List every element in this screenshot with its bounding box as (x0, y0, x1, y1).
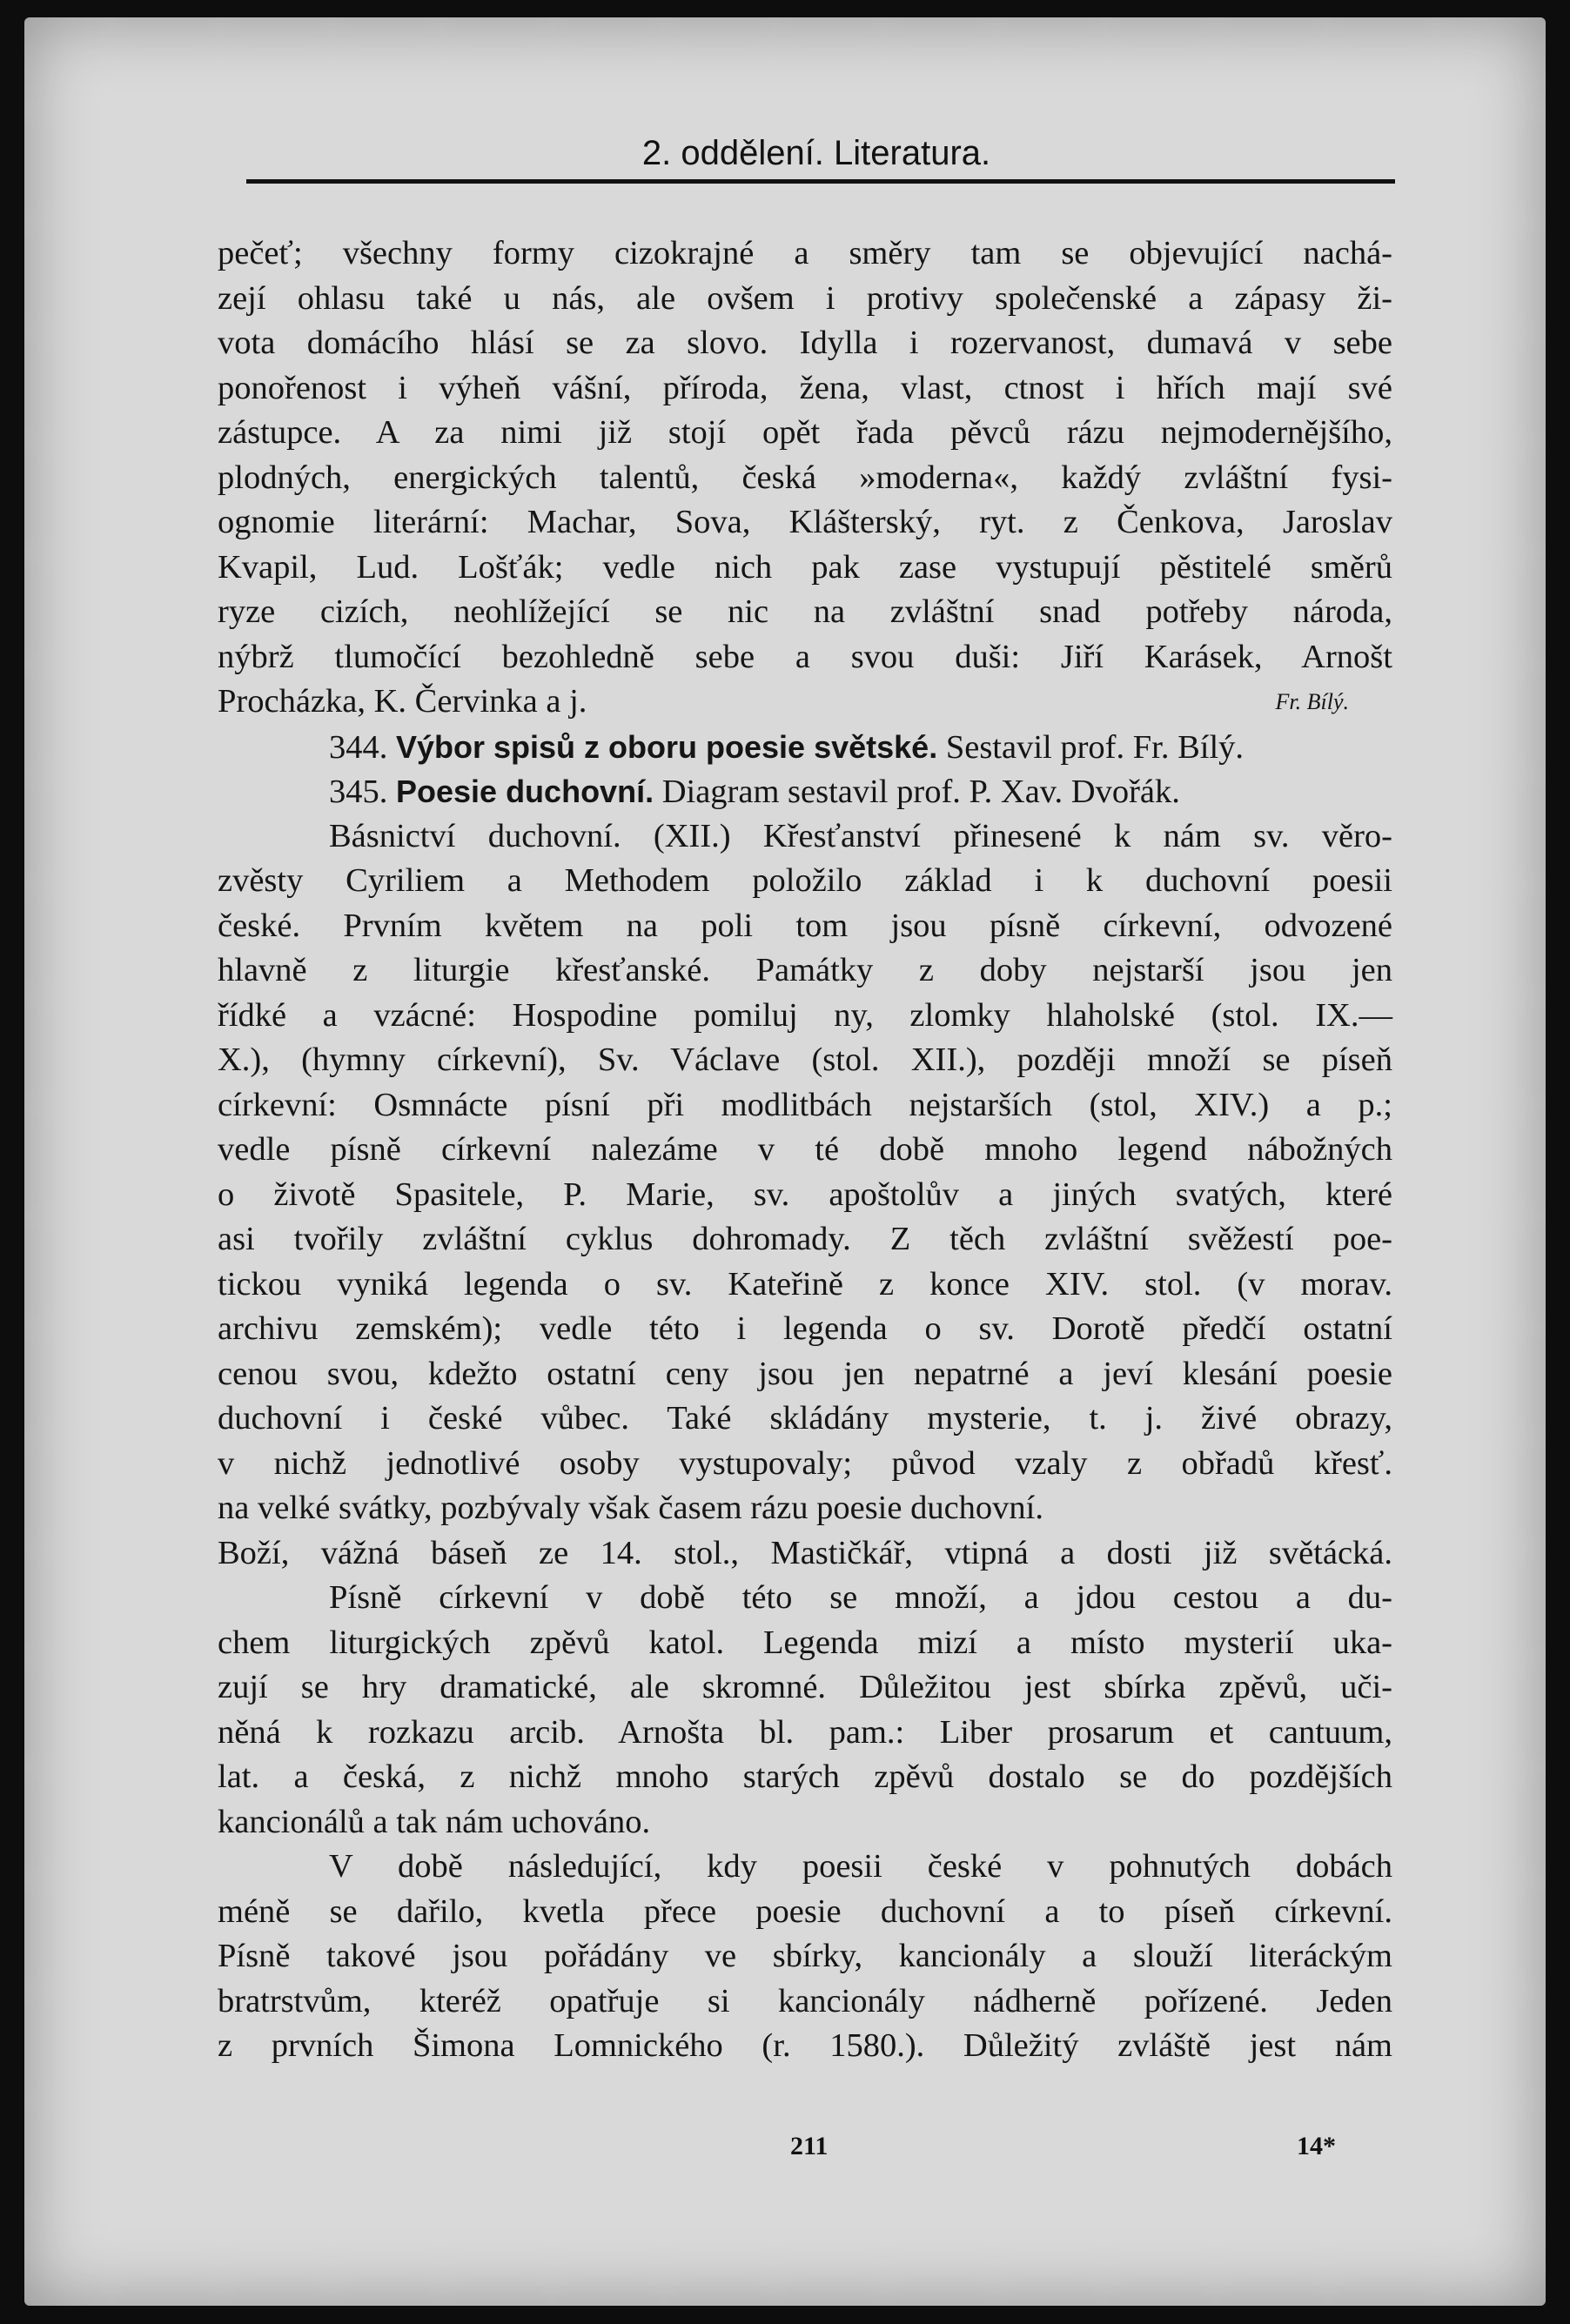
text-line: archivu zemském); vedle této i legenda o sv. Dorotě předčí ostatní (218, 1310, 1392, 1347)
text-line: zejí ohlasu také u nás, ale ovšem i protivy společenské a zápasy ži- (218, 279, 1392, 317)
item-345 (218, 769, 1392, 814)
text-line: tickou vyniká legenda o sv. Kateřině z konce XIV. stol. (v morav. (218, 1265, 1392, 1303)
text-line: zvěsty Cyriliem a Methodem položilo základ i k duchovní poesii (218, 862, 1392, 899)
text-line: kancionálů a tak nám uchováno. (218, 1803, 651, 1840)
text-line: z prvních Šimona Lomnického (r. 1580.). Důležitý zvláště jest nám (218, 2027, 1392, 2064)
item-description: Sestavil prof. Fr. Bílý. (945, 728, 1245, 766)
text-line: duchovní i české vůbec. Také skládány mysterie, t. j. živé obrazy, (218, 1400, 1392, 1437)
text-line: české. Prvním květem na poli tom jsou písně církevní, odvozené (218, 907, 1392, 944)
signature-mark: 14* (1297, 2132, 1336, 2160)
page-header: 2. oddělení. Literatura. (641, 134, 991, 172)
text-line: v nichž jednotlivé osoby vystupovaly; původ vzaly z obřadů křesť. (218, 1444, 1392, 1482)
text-line: církevní: Osmnácte písní při modlitbách nejstarších (stol, XIV.) a p.; (218, 1086, 1392, 1123)
text-line: lat. a česká, z nichž mnoho starých zpěvů dostalo se do pozdějších (218, 1758, 1392, 1795)
item-description: Diagram sestavil prof. P. Xav. Dvořák. (661, 774, 1180, 810)
item-number: 345. (329, 774, 388, 810)
header-rule (246, 179, 1395, 184)
item-title: Výbor spisů z oboru poesie světské. (396, 728, 938, 765)
text-line: hlavně z liturgie křesťanské. Památky z doby nejstarší jsou jen (218, 952, 1392, 988)
text-line: zují se hry dramatické, ale skromné. Důležitou jest sbírka zpěvů, uči- (218, 1669, 1392, 1705)
text-line: ponořenost i výheň vášní, příroda, žena, vlast, ctnost i hřích mají své (218, 369, 1392, 406)
book-page (24, 17, 1546, 2306)
item-title: Poesie duchovní. (396, 774, 654, 809)
item-344 (218, 725, 1392, 770)
text-line (218, 680, 1392, 725)
text-line: na velké svátky, pozbývaly však časem rázu poesie duchovní. (218, 1490, 1044, 1526)
text-line: Písně takové jsou pořádány ve sbírky, kancionály a slouží literáckým (218, 1938, 1392, 1974)
text-line: vedle písně církevní nalezáme v té době mnoho legend nábožných (218, 1131, 1392, 1168)
text-line: méně se dařilo, kvetla přece poesie duchovní a to píseň církevní. (218, 1892, 1392, 1930)
text-line: něná k rozkazu arcib. Arnošta bl. pam.: Liber prosarum et cantuum, (218, 1713, 1392, 1751)
page-number: 211 (790, 2132, 829, 2160)
text-line: vota domácího hlásí se za slovo. Idylla i rozervanost, dumavá v sebe (218, 325, 1392, 361)
text-line: V době následující, kdy poesii české v pohnutých dobách (329, 1848, 1392, 1885)
text-line: bratrstvům, kteréž opatřuje si kancionály nádherně pořízené. Jeden (218, 1982, 1392, 2019)
text-line: pečeť; všechny formy cizokrajné a směry tam se objevující nachá- (218, 235, 1392, 271)
author-signature: Fr. Bílý. (1275, 689, 1349, 714)
paragraph-last-line: Procházka, K. Červinka a j. (218, 683, 587, 720)
text-line: Boží, vážná báseň ze 14. stol., Mastičkář, vtipná a dosti již světácká. (218, 1534, 1392, 1571)
item-number: 344. (329, 728, 388, 766)
text-line: chem liturgických zpěvů katol. Legenda mizí a místo mysterií uka- (218, 1624, 1392, 1661)
text-line: ognomie literární: Machar, Sova, Klášterský, ryt. z Čenkova, Jaroslav (218, 504, 1392, 540)
text-line: asi tvořily zvláštní cyklus dohromady. Z těch zvláštní svěžestí poe- (218, 1221, 1392, 1257)
text-line: Písně církevní v době této se množí, a jdou cestou a du- (329, 1579, 1392, 1616)
text-line: Kvapil, Lud. Lošťák; vedle nich pak zase vystupují pěstitelé směrů (218, 548, 1392, 586)
text-line: zástupce. A za nimi již stojí opět řada pěvců rázu nejmodernějšího, (218, 414, 1392, 451)
text-line: ryze cizích, neohlížející se nic na zvláštní snad potřeby národa, (218, 593, 1392, 630)
text-line: řídké a vzácné: Hospodine pomiluj ny, zlomky hlaholské (stol. IX.— (218, 996, 1392, 1034)
text-line: X.), (hymny církevní), Sv. Václave (stol. XII.), později množí se píseň (218, 1041, 1392, 1078)
text-line: o životě Spasitele, P. Marie, sv. apoštolův a jiných svatých, které (218, 1175, 1392, 1213)
text-line: plodných, energických talentů, česká »moderna«, každý zvláštní fysi- (218, 459, 1392, 496)
body-text (218, 231, 1392, 2069)
text-line: nýbrž tlumočící bezohledně sebe a svou duši: Jiří Karásek, Arnošt (218, 638, 1392, 675)
text-line: cenou svou, kdežto ostatní ceny jsou jen nepatrné a jeví klesání poesie (218, 1355, 1392, 1392)
text-line: Básnictví duchovní. (XII.) Křesťanství přinesené k nám sv. věro- (329, 817, 1392, 854)
